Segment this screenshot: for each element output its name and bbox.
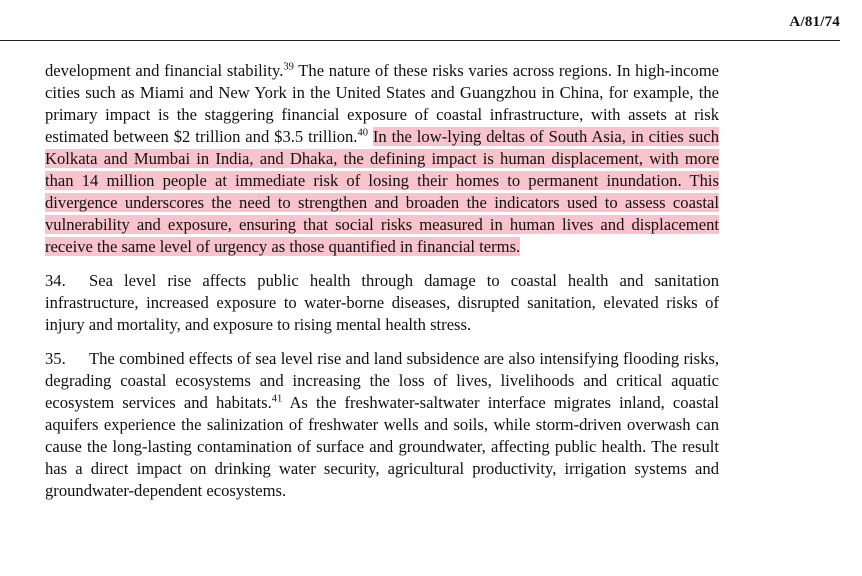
- footnote-ref-41[interactable]: 41: [271, 393, 283, 405]
- paragraph-34: [45, 270, 719, 336]
- highlighted-text: In the low-lying deltas of South Asia, in cities such Kolkata and Mumbai in India, and Dhaka, the defining impact is human displacement, with more than 14 million people at immediate risk of losing their homes to permanent inundation. This divergence underscores the need to strengthen and broaden the indicators used to assess coastal vulnerability and exposure, ensuring that social risks measured in human lives and displacement receive the same level of urgency as those quantified in financial terms.: [45, 127, 719, 256]
- paragraph-continued: [45, 60, 719, 258]
- footnote-ref-39[interactable]: 39: [283, 61, 294, 73]
- header-rule: [0, 40, 840, 41]
- paragraph-35: [45, 348, 719, 502]
- document-body: [45, 60, 719, 514]
- paragraph-text: The nature of these risks varies across regions. In high-income cities such as Miami and New York in the United States and Guangzhou in China, for example, the primary impact is the staggering financial exposure of coastal infrastructure, with assets at risk estimated between $2 trillion and $3.5 trillion.: [45, 61, 719, 146]
- document-symbol: A/81/74: [789, 14, 840, 30]
- paragraph-text: Sea level rise affects public health through damage to coastal health and sanitation infrastructure, increased exposure to water-borne diseases, disrupted sanitation, elevated risks of injury and mortality, and exposure to rising mental health stress.: [45, 271, 719, 334]
- paragraph-number: 34.: [45, 271, 66, 290]
- paragraph-text: As the freshwater-saltwater interface migrates inland, coastal aquifers experience the salinization of freshwater wells and soils, while storm-driven overwash can cause the long-lasting contamination of surface and groundwater, affecting public health. The result has a direct impact on drinking water security, agricultural productivity, irrigation systems and groundwater-dependent ecosystems.: [45, 393, 719, 500]
- paragraph-text: development and financial stability.: [45, 61, 284, 80]
- footnote-ref-40[interactable]: 40: [357, 127, 368, 139]
- paragraph-text: The combined effects of sea level rise and land subsidence are also intensifying flooding risks, degrading coastal ecosystems and increasing the loss of lives, livelihoods and critical aquatic ecosystem services and habitats.: [45, 349, 719, 412]
- paragraph-number: 35.: [45, 349, 66, 368]
- page-header: [0, 0, 862, 40]
